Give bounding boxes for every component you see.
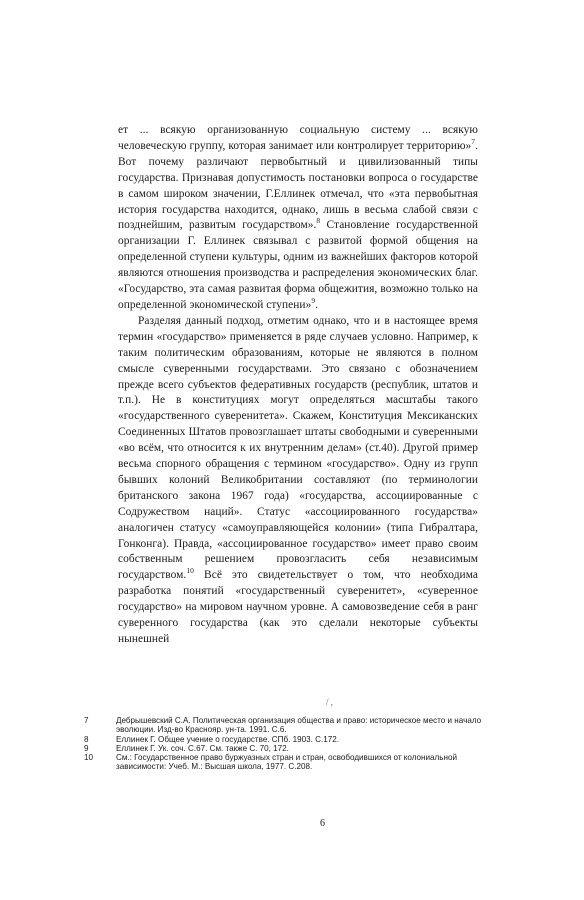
paragraph-1-part-c: Становление государственной организации Г. Еллинек связывал с развитой формой общения на определенной ступени культуры, одним из важнейших факторов которой являются отношения производства и распределения экономических благ. «Государство, эта самая развитая форма общежития, возможно только на определенной экономической ступени» bbox=[118, 219, 479, 311]
footnote-ref-10: 10 bbox=[186, 566, 194, 576]
paragraph-1 bbox=[118, 123, 478, 314]
footnote-text: Еллинек Г. Ук. соч. С.67. См. также С. 70, 172. bbox=[116, 743, 289, 753]
footnote-ref-8: 8 bbox=[316, 216, 321, 226]
footnote bbox=[84, 753, 484, 772]
paragraph-2-part-b: Всё это свидетельствует о том, что необходима разработка понятий «государственный суверенитет», «суверенное государство» на мировом научном уровне. А самовозведение себя в ранг суверенного государства (как это сделали некоторые субъекты нынешней bbox=[118, 569, 478, 645]
paragraph-1-part-d: . bbox=[315, 298, 319, 311]
main-text bbox=[118, 123, 478, 648]
footnote bbox=[84, 716, 484, 735]
footnote-ref-9: 9 bbox=[311, 296, 316, 306]
footnote-ref-7: 7 bbox=[471, 137, 476, 147]
footnote-text: Еллинек Г. Общее учение о государстве. СПб. 1903. С.172. bbox=[116, 734, 339, 744]
footnote-text: Дебрышевский С.А. Политическая организация общества и право: историческое место и начало эволюции. Изд-во Краснояр. ун-та. 1991. С.6. bbox=[116, 716, 482, 735]
footnote-number: 10 bbox=[84, 753, 94, 763]
stray-mark: / , bbox=[326, 697, 334, 707]
footnote-text: См.: Государственное право буржуазных стран и стран, освободившихся от колониальной зависимости: Учеб. М.: Высшая школа, 1977. С.208. bbox=[116, 753, 457, 772]
footnote-number: 8 bbox=[84, 734, 89, 744]
footnotes bbox=[84, 716, 484, 772]
footnote bbox=[84, 744, 484, 753]
paragraph-2 bbox=[118, 314, 478, 648]
footnote bbox=[84, 735, 484, 744]
footnote-number: 7 bbox=[84, 716, 89, 725]
footnote-number: 9 bbox=[84, 743, 89, 753]
paragraph-1-part-b: . Вот почему различают первобытный и цивилизованный типы государства. Признавая допустимость постановки вопроса о государстве в самом широком значении, Г.Еллинек отмечал, что «эта первобытная история государства находится, однако, лишь в весьма слабой связи с позднейшим, развитым государством». bbox=[118, 139, 478, 232]
paragraph-1-part-a: ет ... всякую организованную социальную систему ... всякую человеческую группу, которая занимает или контролирует территорию» bbox=[118, 124, 478, 152]
paragraph-2-part-a: Разделяя данный подход, отметим однако, что и в настоящее время термин «государство» применяется в ряде случаев условно. Например, к таким политическим образованиям, которые не являются в полном смысле суверенными государствами. Это связано с обозначением прежде всего субъектов федеративных государств (республик, штатов и т.п.). Не в конституциях могут определяться масштабы такого «государственного суверенитета». Скажем, Конституция Мексиканских Соединенных Штатов провозглашает штаты свободными и суверенными «во всём, что относится к их внутренним делам» (ст.40). Другой пример весьма спорного обращения с термином «государство». Одну из групп бывших колоний Великобритании составляют (по терминологии британского закона 1967 года) «государства, ассоциированные с Содружеством наций». Статус «ассоциированного государства» аналогичен статусу «самоуправляющейся колонии» (типа Гибралтара, Гонконга). Правда, «ассоциированное государство» имеет право своим собственным решением провозгласить себя независимым государством. bbox=[118, 314, 478, 582]
page-number: 6 bbox=[320, 818, 325, 829]
